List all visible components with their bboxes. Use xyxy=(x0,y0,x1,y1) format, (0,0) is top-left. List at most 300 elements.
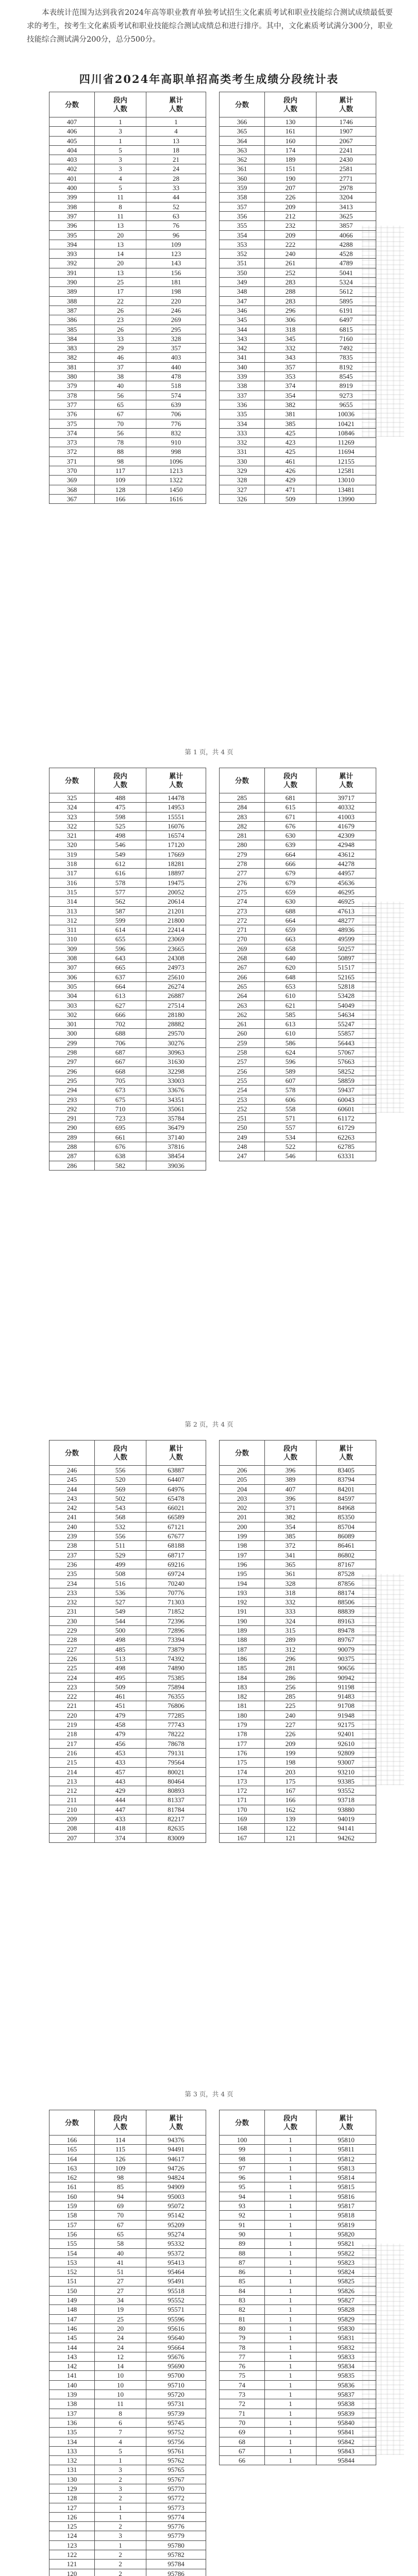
count-cell: 1 xyxy=(265,2173,316,2182)
cumulative-cell: 95822 xyxy=(316,2248,376,2258)
cumulative-cell: 31630 xyxy=(146,1057,206,1066)
score-cell: 149 xyxy=(49,2296,95,2305)
score-cell: 69 xyxy=(220,2428,265,2437)
count-cell: 1 xyxy=(265,2229,316,2239)
score-cell: 182 xyxy=(220,1692,265,1701)
cumulative-cell: 35784 xyxy=(146,1114,206,1123)
count-cell: 252 xyxy=(265,268,316,277)
table-row xyxy=(49,1522,206,1531)
count-cell: 3 xyxy=(95,2531,146,2540)
count-cell: 98 xyxy=(95,456,146,466)
cumulative-cell: 95690 xyxy=(146,2362,206,2371)
count-cell: 475 xyxy=(95,803,146,812)
count-cell: 688 xyxy=(265,906,316,916)
table-row xyxy=(220,2220,376,2229)
cumulative-cell: 60601 xyxy=(316,1104,376,1113)
table-row xyxy=(49,1814,206,1823)
score-cell: 378 xyxy=(49,391,95,400)
score-cell: 266 xyxy=(220,972,265,981)
score-cell: 369 xyxy=(49,476,95,485)
count-cell: 285 xyxy=(265,1692,316,1701)
table-row xyxy=(220,2371,376,2380)
cumulative-cell: 24308 xyxy=(146,954,206,963)
table-row xyxy=(220,287,376,296)
cumulative-cell: 5895 xyxy=(316,296,376,306)
score-cell: 140 xyxy=(49,2380,95,2389)
cumulative-cell: 5612 xyxy=(316,287,376,296)
table-row xyxy=(49,897,206,906)
count-cell: 226 xyxy=(265,193,316,202)
table-row xyxy=(49,1010,206,1019)
table-row xyxy=(49,2145,206,2154)
cumulative-cell: 1213 xyxy=(146,466,206,475)
cumulative-cell: 61729 xyxy=(316,1123,376,1132)
score-cell: 365 xyxy=(220,127,265,136)
table-row xyxy=(49,1710,206,1720)
score-cell: 305 xyxy=(49,981,95,991)
score-cell: 298 xyxy=(49,1048,95,1057)
score-cell: 353 xyxy=(220,240,265,249)
count-cell: 429 xyxy=(265,476,316,485)
table-row xyxy=(220,296,376,306)
cumulative-cell: 95710 xyxy=(146,2380,206,2389)
cumulative-cell: 14953 xyxy=(146,803,206,812)
score-cell: 228 xyxy=(49,1635,95,1645)
count-cell: 3 xyxy=(95,127,146,136)
table-row xyxy=(49,1664,206,1673)
table-row xyxy=(220,1805,376,1814)
count-cell: 529 xyxy=(95,1550,146,1560)
table-row xyxy=(220,1010,376,1019)
count-cell: 578 xyxy=(95,878,146,887)
table-row xyxy=(220,1132,376,1142)
cumulative-cell: 55247 xyxy=(316,1020,376,1029)
cumulative-cell: 71303 xyxy=(146,1598,206,1607)
table-row xyxy=(49,991,206,1001)
count-cell: 613 xyxy=(265,1020,316,1029)
score-cell: 297 xyxy=(49,1057,95,1066)
table-row xyxy=(49,1114,206,1123)
score-table-right xyxy=(219,92,376,504)
cumulative-cell: 88839 xyxy=(316,1607,376,1616)
count-cell: 1 xyxy=(265,2352,316,2361)
cumulative-cell: 95779 xyxy=(146,2531,206,2540)
cumulative-header: 累计 人数 xyxy=(146,92,206,117)
cumulative-cell: 92175 xyxy=(316,1720,376,1730)
score-cell: 252 xyxy=(220,1104,265,1113)
score-cell: 389 xyxy=(49,287,95,296)
count-cell: 151 xyxy=(265,164,316,174)
count-cell: 289 xyxy=(265,1635,316,1645)
cumulative-header: 累计 人数 xyxy=(146,1440,206,1466)
cumulative-cell: 95274 xyxy=(146,2229,206,2239)
score-cell: 358 xyxy=(220,193,265,202)
score-cell: 385 xyxy=(49,325,95,334)
count-cell: 1 xyxy=(265,2437,316,2446)
table-row xyxy=(220,1645,376,1654)
table-row xyxy=(220,410,376,419)
cumulative-cell: 95827 xyxy=(316,2296,376,2305)
score-cell: 137 xyxy=(49,2409,95,2418)
count-cell: 343 xyxy=(265,353,316,362)
score-cell: 330 xyxy=(220,456,265,466)
count-cell: 3 xyxy=(95,2465,146,2475)
count-cell: 78 xyxy=(95,438,146,447)
table-row xyxy=(49,2136,206,2145)
cumulative-cell: 95836 xyxy=(316,2380,376,2389)
score-cell: 201 xyxy=(220,1513,265,1522)
score-cell: 248 xyxy=(220,1142,265,1151)
score-cell: 187 xyxy=(220,1645,265,1654)
table-row xyxy=(49,287,206,296)
cumulative-cell: 269 xyxy=(146,315,206,325)
score-table-left xyxy=(49,2110,206,2576)
count-cell: 27 xyxy=(95,2277,146,2286)
count-cell: 374 xyxy=(95,1833,146,1842)
score-cell: 157 xyxy=(49,2220,95,2229)
cumulative-cell: 83009 xyxy=(146,1833,206,1842)
table-row xyxy=(220,419,376,428)
score-cell: 380 xyxy=(49,372,95,381)
table-row xyxy=(49,2456,206,2465)
cumulative-cell: 70776 xyxy=(146,1588,206,1597)
cumulative-cell: 2978 xyxy=(316,183,376,193)
cumulative-cell: 34351 xyxy=(146,1095,206,1104)
count-cell: 671 xyxy=(265,812,316,821)
score-cell: 335 xyxy=(220,410,265,419)
count-cell: 2 xyxy=(95,2569,146,2576)
count-cell: 613 xyxy=(95,991,146,1001)
table-row xyxy=(220,240,376,249)
cumulative-cell: 13010 xyxy=(316,476,376,485)
table-row xyxy=(220,1095,376,1104)
cumulative-cell: 45636 xyxy=(316,878,376,887)
score-cell: 253 xyxy=(220,1095,265,1104)
score-cell: 333 xyxy=(220,428,265,437)
cumulative-header: 累计 人数 xyxy=(316,768,376,793)
count-cell: 418 xyxy=(95,1824,146,1833)
table-row xyxy=(220,136,376,145)
score-cell: 236 xyxy=(49,1560,95,1569)
table-row xyxy=(49,1494,206,1503)
cumulative-cell: 95780 xyxy=(146,2540,206,2550)
count-cell: 433 xyxy=(95,1758,146,1767)
cumulative-cell: 64976 xyxy=(146,1484,206,1494)
table-row xyxy=(49,145,206,155)
count-cell: 382 xyxy=(265,400,316,409)
score-cell: 362 xyxy=(220,155,265,164)
cumulative-cell: 86461 xyxy=(316,1541,376,1550)
count-cell: 161 xyxy=(265,127,316,136)
score-cell: 391 xyxy=(49,268,95,277)
count-cell: 621 xyxy=(265,1001,316,1010)
count-cell: 286 xyxy=(265,1673,316,1682)
table-row xyxy=(220,155,376,164)
count-cell: 10 xyxy=(95,2380,146,2389)
score-cell: 257 xyxy=(220,1057,265,1066)
count-cell: 232 xyxy=(265,221,316,230)
cumulative-cell: 90656 xyxy=(316,1664,376,1673)
count-cell: 175 xyxy=(265,1776,316,1786)
score-cell: 210 xyxy=(49,1805,95,1814)
table-row xyxy=(220,1748,376,1757)
count-cell: 429 xyxy=(95,1786,146,1795)
table-row xyxy=(49,447,206,456)
table-row xyxy=(220,2437,376,2446)
cumulative-cell: 21800 xyxy=(146,916,206,925)
score-cell: 180 xyxy=(220,1710,265,1720)
count-cell: 425 xyxy=(265,428,316,437)
table-row xyxy=(220,1048,376,1057)
score-cell: 150 xyxy=(49,2286,95,2295)
table-row xyxy=(220,1607,376,1616)
table-row xyxy=(220,1513,376,1522)
table-row xyxy=(220,831,376,840)
cumulative-cell: 32298 xyxy=(146,1066,206,1076)
score-cell: 346 xyxy=(220,306,265,315)
score-cell: 229 xyxy=(49,1626,95,1635)
count-cell: 688 xyxy=(95,1029,146,1038)
count-cell: 25 xyxy=(95,278,146,287)
table-row xyxy=(49,869,206,878)
table-row xyxy=(49,1475,206,1484)
score-cell: 395 xyxy=(49,230,95,240)
score-cell: 92 xyxy=(220,2211,265,2220)
count-cell: 596 xyxy=(95,944,146,953)
count-cell: 69 xyxy=(95,2201,146,2211)
count-cell: 425 xyxy=(265,447,316,456)
count-cell: 665 xyxy=(95,963,146,972)
score-cell: 66 xyxy=(220,2456,265,2465)
score-cell: 190 xyxy=(220,1616,265,1625)
score-cell: 357 xyxy=(220,202,265,211)
count-cell: 22 xyxy=(95,296,146,306)
cumulative-cell: 95815 xyxy=(316,2182,376,2192)
table-row xyxy=(49,803,206,812)
cumulative-cell: 94376 xyxy=(146,2136,206,2145)
count-cell: 207 xyxy=(265,183,316,193)
cumulative-header: 累计 人数 xyxy=(146,2110,206,2136)
table-row xyxy=(49,972,206,981)
cumulative-cell: 68188 xyxy=(146,1541,206,1550)
cumulative-cell: 76 xyxy=(146,221,206,230)
count-cell: 385 xyxy=(265,419,316,428)
cumulative-cell: 95844 xyxy=(316,2456,376,2465)
cumulative-cell: 2771 xyxy=(316,174,376,183)
table-row xyxy=(220,1020,376,1029)
count-cell: 2 xyxy=(95,2494,146,2503)
count-cell: 426 xyxy=(265,466,316,475)
table-row xyxy=(220,2324,376,2333)
count-cell: 1 xyxy=(265,2267,316,2277)
count-cell: 51 xyxy=(95,2267,146,2277)
count-cell: 451 xyxy=(95,1701,146,1710)
cumulative-cell: 95372 xyxy=(146,2248,206,2258)
cumulative-cell: 88174 xyxy=(316,1588,376,1597)
count-cell: 488 xyxy=(95,793,146,803)
cumulative-cell: 48936 xyxy=(316,925,376,935)
score-cell: 363 xyxy=(220,145,265,155)
score-cell: 174 xyxy=(220,1767,265,1776)
cumulative-cell: 2581 xyxy=(316,164,376,174)
score-cell: 129 xyxy=(49,2484,95,2493)
score-cell: 72 xyxy=(220,2399,265,2409)
score-cell: 314 xyxy=(49,897,95,906)
table-row xyxy=(220,2380,376,2389)
cumulative-cell: 80893 xyxy=(146,1786,206,1795)
cumulative-cell: 72896 xyxy=(146,1626,206,1635)
count-cell: 23 xyxy=(95,315,146,325)
score-cell: 374 xyxy=(49,428,95,437)
score-cell: 310 xyxy=(49,935,95,944)
cumulative-cell: 95828 xyxy=(316,2305,376,2314)
score-cell: 139 xyxy=(49,2390,95,2399)
count-cell: 569 xyxy=(95,1484,146,1494)
score-cell: 337 xyxy=(220,391,265,400)
cumulative-cell: 88506 xyxy=(316,1598,376,1607)
table-row xyxy=(220,2182,376,2192)
score-cell: 179 xyxy=(220,1720,265,1730)
table-row xyxy=(49,1541,206,1550)
cumulative-cell: 123 xyxy=(146,249,206,259)
table-row xyxy=(49,1560,206,1569)
table-row xyxy=(220,1522,376,1531)
count-cell: 615 xyxy=(265,803,316,812)
cumulative-cell: 6497 xyxy=(316,315,376,325)
cumulative-cell: 91708 xyxy=(316,1701,376,1710)
count-cell: 582 xyxy=(95,1161,146,1170)
score-cell: 90 xyxy=(220,2229,265,2239)
count-cell: 666 xyxy=(265,859,316,869)
count-cell: 1 xyxy=(95,2512,146,2521)
score-cell: 317 xyxy=(49,869,95,878)
count-cell: 587 xyxy=(95,906,146,916)
count-cell: 536 xyxy=(95,1588,146,1597)
count-cell: 485 xyxy=(95,1645,146,1654)
count-cell: 357 xyxy=(265,362,316,371)
table-row xyxy=(49,306,206,315)
cumulative-cell: 95773 xyxy=(146,2503,206,2512)
count-header: 段内 人数 xyxy=(265,2110,316,2136)
cumulative-cell: 42309 xyxy=(316,831,376,840)
score-cell: 294 xyxy=(49,1086,95,1095)
page-footer: 第 1 页，共 4 页 xyxy=(185,748,233,756)
score-cell: 235 xyxy=(49,1569,95,1579)
table-row xyxy=(220,249,376,259)
cumulative-cell: 52165 xyxy=(316,972,376,981)
table-row xyxy=(220,2229,376,2239)
score-cell: 347 xyxy=(220,296,265,306)
count-cell: 11 xyxy=(95,2399,146,2409)
table-row xyxy=(49,2305,206,2314)
table-row xyxy=(49,2352,206,2361)
table-row xyxy=(49,2248,206,2258)
table-row xyxy=(49,2286,206,2295)
table-row xyxy=(49,1616,206,1625)
score-table-right xyxy=(219,1440,376,1843)
score-cell: 320 xyxy=(49,840,95,850)
cumulative-cell: 11269 xyxy=(316,438,376,447)
count-cell: 109 xyxy=(95,476,146,485)
count-cell: 556 xyxy=(95,1466,146,1475)
table-row xyxy=(220,1767,376,1776)
cumulative-cell: 95142 xyxy=(146,2211,206,2220)
count-cell: 508 xyxy=(95,1569,146,1579)
count-cell: 167 xyxy=(265,1786,316,1795)
count-cell: 1 xyxy=(265,2343,316,2352)
score-cell: 183 xyxy=(220,1682,265,1691)
count-cell: 577 xyxy=(95,887,146,896)
table-row xyxy=(49,494,206,503)
cumulative-cell: 95003 xyxy=(146,2192,206,2201)
score-cell: 268 xyxy=(220,954,265,963)
cumulative-cell: 95837 xyxy=(316,2390,376,2399)
cumulative-cell: 44 xyxy=(146,193,206,202)
score-cell: 214 xyxy=(49,1767,95,1776)
cumulative-cell: 54634 xyxy=(316,1010,376,1019)
cumulative-cell: 75385 xyxy=(146,1673,206,1682)
score-cell: 394 xyxy=(49,240,95,249)
score-cell: 88 xyxy=(220,2248,265,2258)
count-cell: 12 xyxy=(95,2352,146,2361)
cumulative-cell: 5324 xyxy=(316,278,376,287)
count-cell: 1 xyxy=(265,2399,316,2409)
score-cell: 381 xyxy=(49,362,95,371)
count-cell: 385 xyxy=(265,1532,316,1541)
score-header: 分数 xyxy=(49,2110,95,2136)
table-row xyxy=(220,145,376,155)
cumulative-cell: 39036 xyxy=(146,1161,206,1170)
count-cell: 1 xyxy=(265,2277,316,2286)
table-row xyxy=(49,1532,206,1541)
cumulative-cell: 95739 xyxy=(146,2409,206,2418)
table-row xyxy=(49,1805,206,1814)
table-row xyxy=(220,1673,376,1682)
score-cell: 177 xyxy=(220,1739,265,1748)
cumulative-cell: 33 xyxy=(146,183,206,193)
table-row xyxy=(49,2409,206,2418)
score-cell: 223 xyxy=(49,1682,95,1691)
cumulative-cell: 246 xyxy=(146,306,206,315)
count-cell: 20 xyxy=(95,230,146,240)
count-cell: 443 xyxy=(95,1776,146,1786)
score-cell: 280 xyxy=(220,840,265,850)
table-row xyxy=(220,202,376,211)
table-row xyxy=(49,325,206,334)
table-row xyxy=(49,2182,206,2192)
table-row xyxy=(220,268,376,277)
score-cell: 269 xyxy=(220,944,265,953)
cumulative-cell: 95839 xyxy=(316,2409,376,2418)
count-cell: 453 xyxy=(95,1748,146,1757)
cumulative-cell: 90942 xyxy=(316,1673,376,1682)
score-cell: 338 xyxy=(220,381,265,391)
score-cell: 375 xyxy=(49,419,95,428)
score-cell: 133 xyxy=(49,2446,95,2455)
table-row xyxy=(220,793,376,803)
score-cell: 283 xyxy=(220,812,265,821)
cumulative-cell: 57663 xyxy=(316,1057,376,1066)
count-cell: 166 xyxy=(265,1795,316,1805)
table-row xyxy=(220,2418,376,2427)
cumulative-cell: 37140 xyxy=(146,1132,206,1142)
score-cell: 123 xyxy=(49,2540,95,2550)
table-row xyxy=(49,2475,206,2484)
table-row xyxy=(49,2380,206,2389)
watermark-stamp xyxy=(362,902,404,1113)
count-cell: 546 xyxy=(95,840,146,850)
count-cell: 610 xyxy=(265,1029,316,1038)
